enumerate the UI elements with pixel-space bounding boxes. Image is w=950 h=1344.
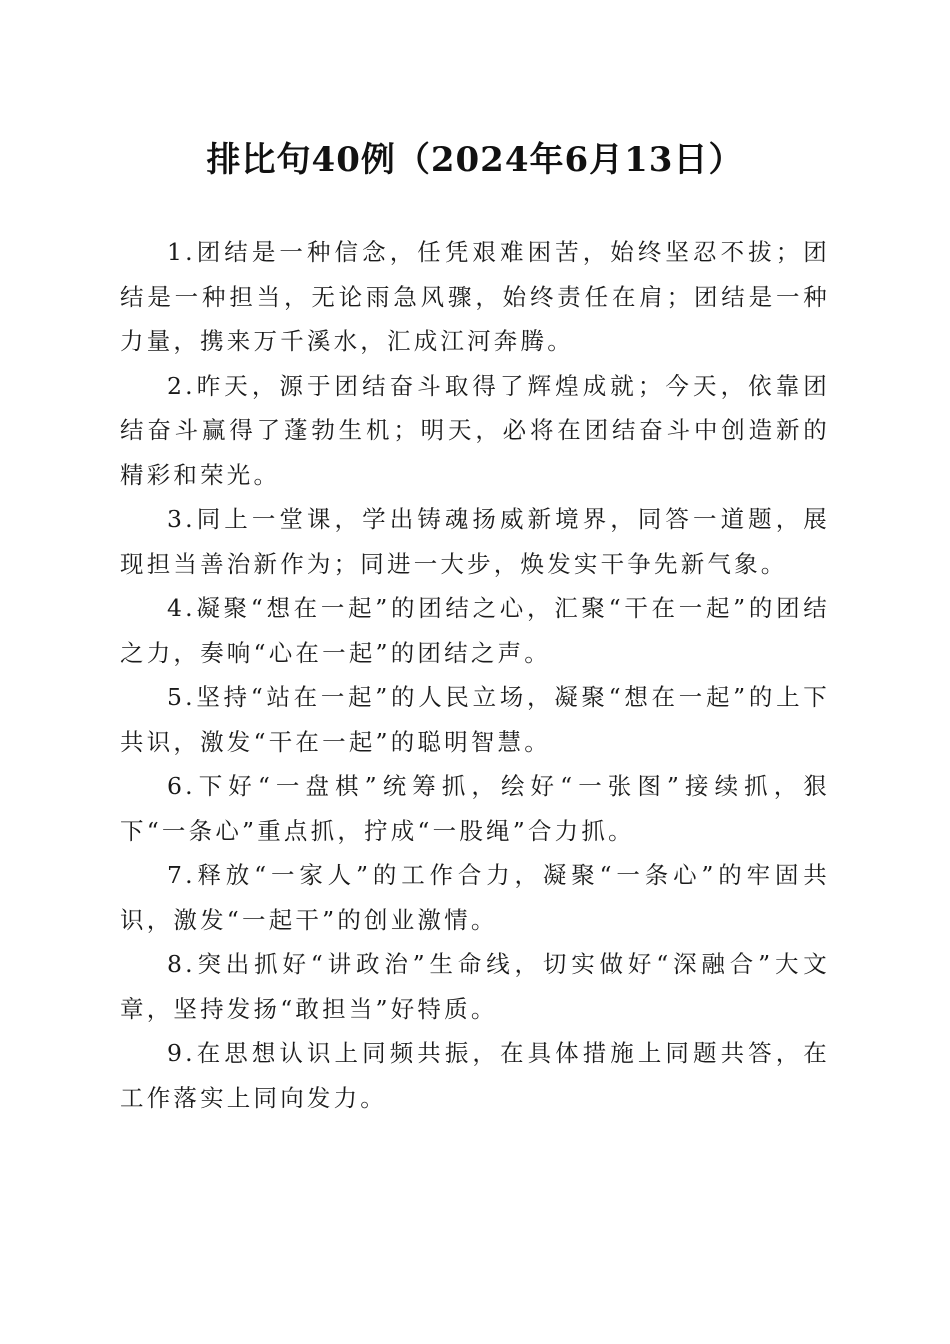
paragraph-8: 8.突出抓好“讲政治”生命线，切实做好“深融合”大文章，坚持发扬“敢担当”好特质。 [120, 950, 830, 1023]
paragraph-2: 2.昨天，源于团结奋斗取得了辉煌成就；今天，依靠团结奋斗赢得了蓬勃生机；明天，必将在团结奋斗中创造新的精彩和荣光。 [120, 371, 830, 489]
paragraph-7: 7.释放“一家人”的工作合力，凝聚“一条心”的牢固共识，激发“一起干”的创业激情。 [120, 861, 830, 934]
paragraph-3: 3.同上一堂课，学出铸魂扬威新境界，同答一道题，展现担当善治新作为；同进一大步，焕发实干争先新气象。 [120, 505, 830, 578]
paragraph-9: 9.在思想认识上同频共振，在具体措施上同题共答，在工作落实上同向发力。 [120, 1039, 830, 1112]
paragraph-5: 5.坚持“站在一起”的人民立场，凝聚“想在一起”的上下共识，激发“干在一起”的聪明智慧。 [120, 683, 830, 756]
paragraph-6: 6.下好“一盘棋”统筹抓，绘好“一张图”接续抓，狠下“一条心”重点抓，拧成“一股绳”合力抓。 [120, 772, 830, 845]
document-title: 排比句40例（2024年6月13日） [206, 140, 744, 180]
document-body [120, 230, 830, 1120]
paragraph-4: 4.凝聚“想在一起”的团结之心，汇聚“干在一起”的团结之力，奏响“心在一起”的团结之声。 [120, 594, 830, 667]
paragraph-1: 1.团结是一种信念，任凭艰难困苦，始终坚忍不拔；团结是一种担当，无论雨急风骤，始终责任在肩；团结是一种力量，携来万千溪水，汇成江河奔腾。 [120, 238, 830, 355]
